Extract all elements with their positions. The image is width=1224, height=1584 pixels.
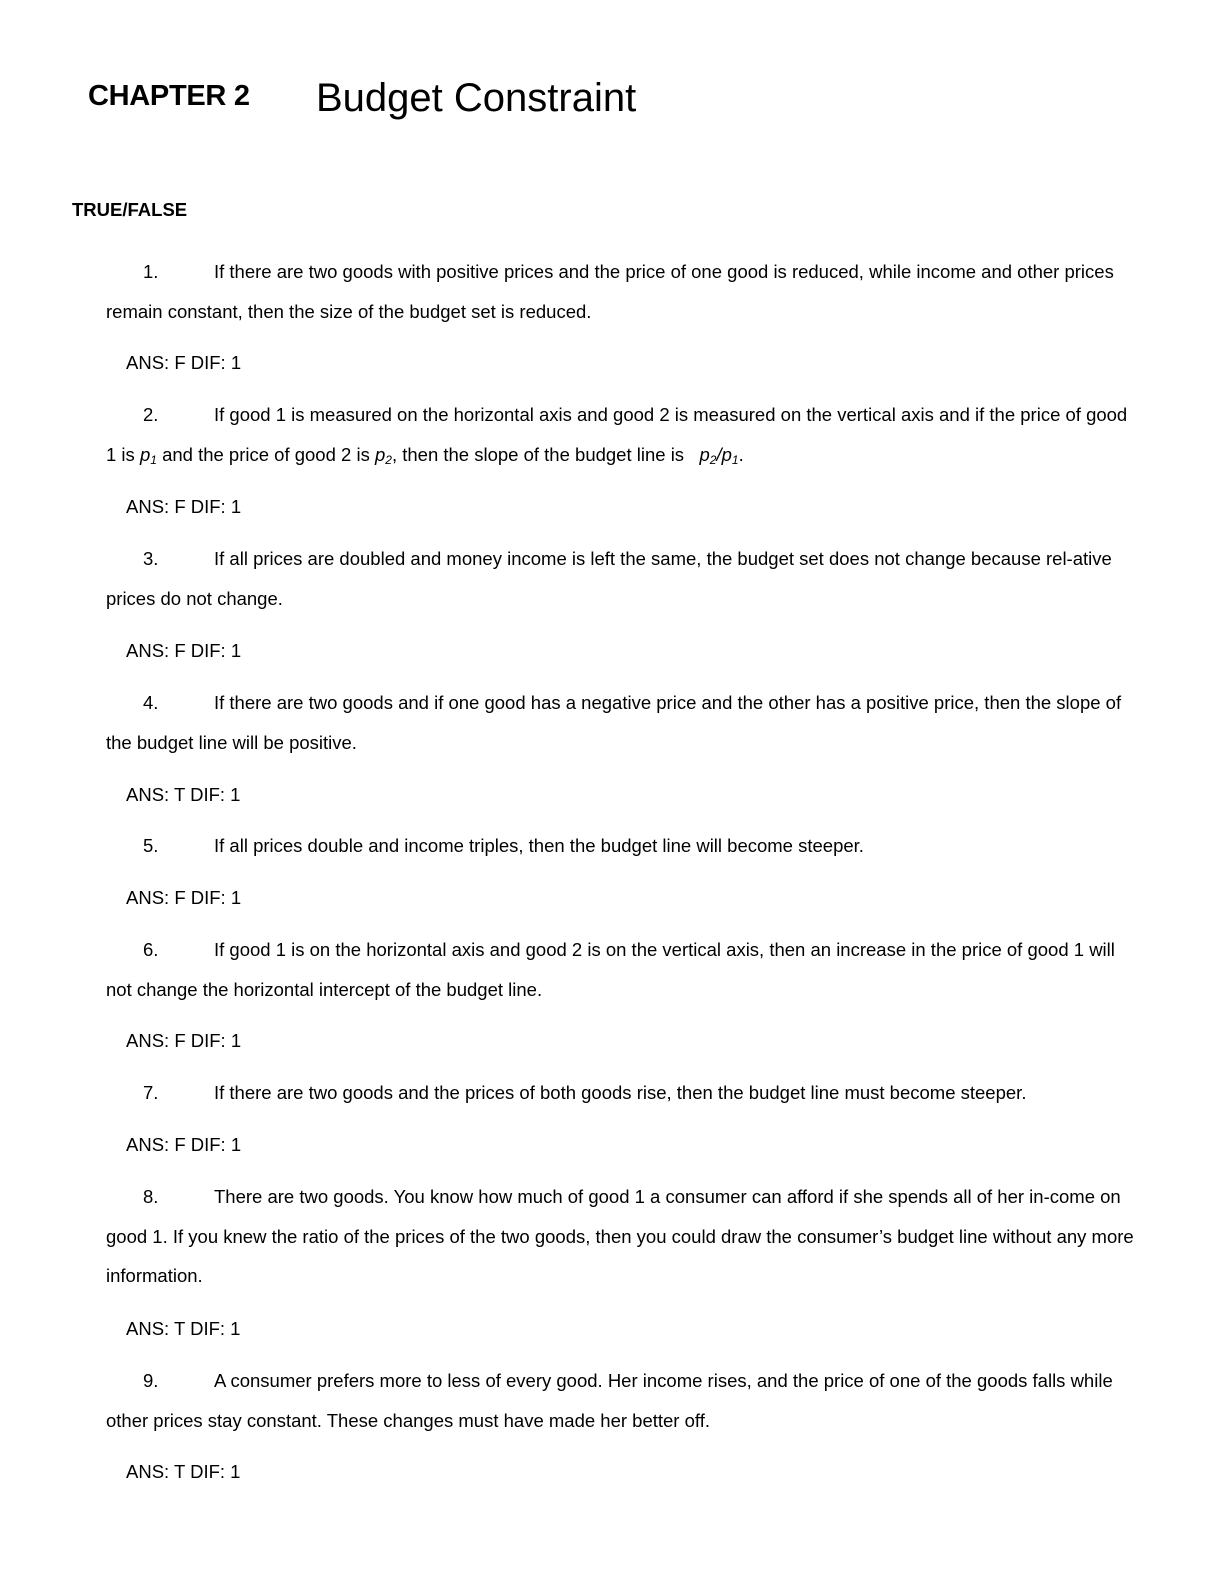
question-text-part-c: , then the slope of the budget line is: [391, 443, 685, 465]
question-text: There are two goods. You know how much of good 1 a consumer can afford if she spends all of her in-come on good 1. If you knew the ratio of the prices of the two goods, then you could draw the consumer’s budget line without any more information.: [106, 1186, 1134, 1286]
question-6: [106, 930, 1136, 1009]
chapter-label: CHAPTER 2: [88, 80, 250, 112]
question-number: 3.: [143, 548, 159, 569]
question-text: If good 1 is on the horizontal axis and good 2 is on the vertical axis, then an increase in the price of good 1 will not change the horizontal intercept of the budget line.: [106, 939, 1115, 1000]
chapter-title: Budget Constraint: [316, 76, 637, 120]
answer-1: ANS: F DIF: 1: [126, 352, 242, 373]
price-p2: $p_2$: [374, 443, 392, 467]
question-text: If there are two goods with positive prices and the price of one good is reduced, while income and other prices remain constant, then the size of the budget set is reduced.: [106, 261, 1114, 322]
question-number: 6.: [143, 939, 159, 960]
question-text: If all prices double and income triples, then the budget line will become steeper.: [214, 835, 864, 856]
answer-9: ANS: T DIF: 1: [126, 1461, 241, 1482]
question-number: 9.: [143, 1370, 159, 1391]
answer-8: ANS: T DIF: 1: [126, 1318, 241, 1339]
question-5: [106, 826, 1136, 866]
question-9: [106, 1361, 1136, 1440]
question-number: 1.: [143, 261, 159, 282]
section-heading: TRUE/FALSE: [72, 199, 188, 220]
question-number: 4.: [143, 692, 159, 713]
question-text-part-a: If good 1 is measured on the horizontal axis and good 2 is measured on the vertical axis and if the price of good 1 is: [106, 404, 1128, 465]
question-text: If all prices are doubled and money income is left the same, the budget set does not change because rel-ative prices do not change.: [106, 548, 1112, 609]
question-text: If there are two goods and the prices of both goods rise, then the budget line must become steeper.: [214, 1082, 1027, 1103]
answer-4: ANS: T DIF: 1: [126, 784, 241, 805]
price-ratio: $p_2/p_1$: [699, 443, 739, 467]
price-p1: $p_1$: [139, 443, 157, 467]
question-number: 2.: [143, 404, 159, 425]
question-text-part-d: .: [738, 443, 744, 465]
answer-3: ANS: F DIF: 1: [126, 640, 242, 661]
question-text-part-b: and the price of good 2 is: [162, 443, 370, 465]
answer-5: ANS: F DIF: 1: [126, 887, 242, 908]
question-3: [106, 539, 1136, 618]
question-number: 5.: [143, 835, 159, 856]
question-2: [106, 395, 1136, 480]
question-number: 8.: [143, 1186, 159, 1207]
question-1: [106, 252, 1136, 331]
question-7: [106, 1073, 1136, 1113]
answer-7: ANS: F DIF: 1: [126, 1134, 242, 1155]
answer-2: ANS: F DIF: 1: [126, 496, 242, 517]
question-text: If there are two goods and if one good has a negative price and the other has a positive price, then the slope of the budget line will be positive.: [106, 692, 1122, 753]
question-text: A consumer prefers more to less of every good. Her income rises, and the price of one of the goods falls while other prices stay constant. These changes must have made her better off.: [106, 1370, 1113, 1431]
question-number: 7.: [143, 1082, 159, 1103]
answer-6: ANS: F DIF: 1: [126, 1030, 242, 1051]
question-8: [106, 1177, 1136, 1296]
question-4: [106, 683, 1136, 762]
